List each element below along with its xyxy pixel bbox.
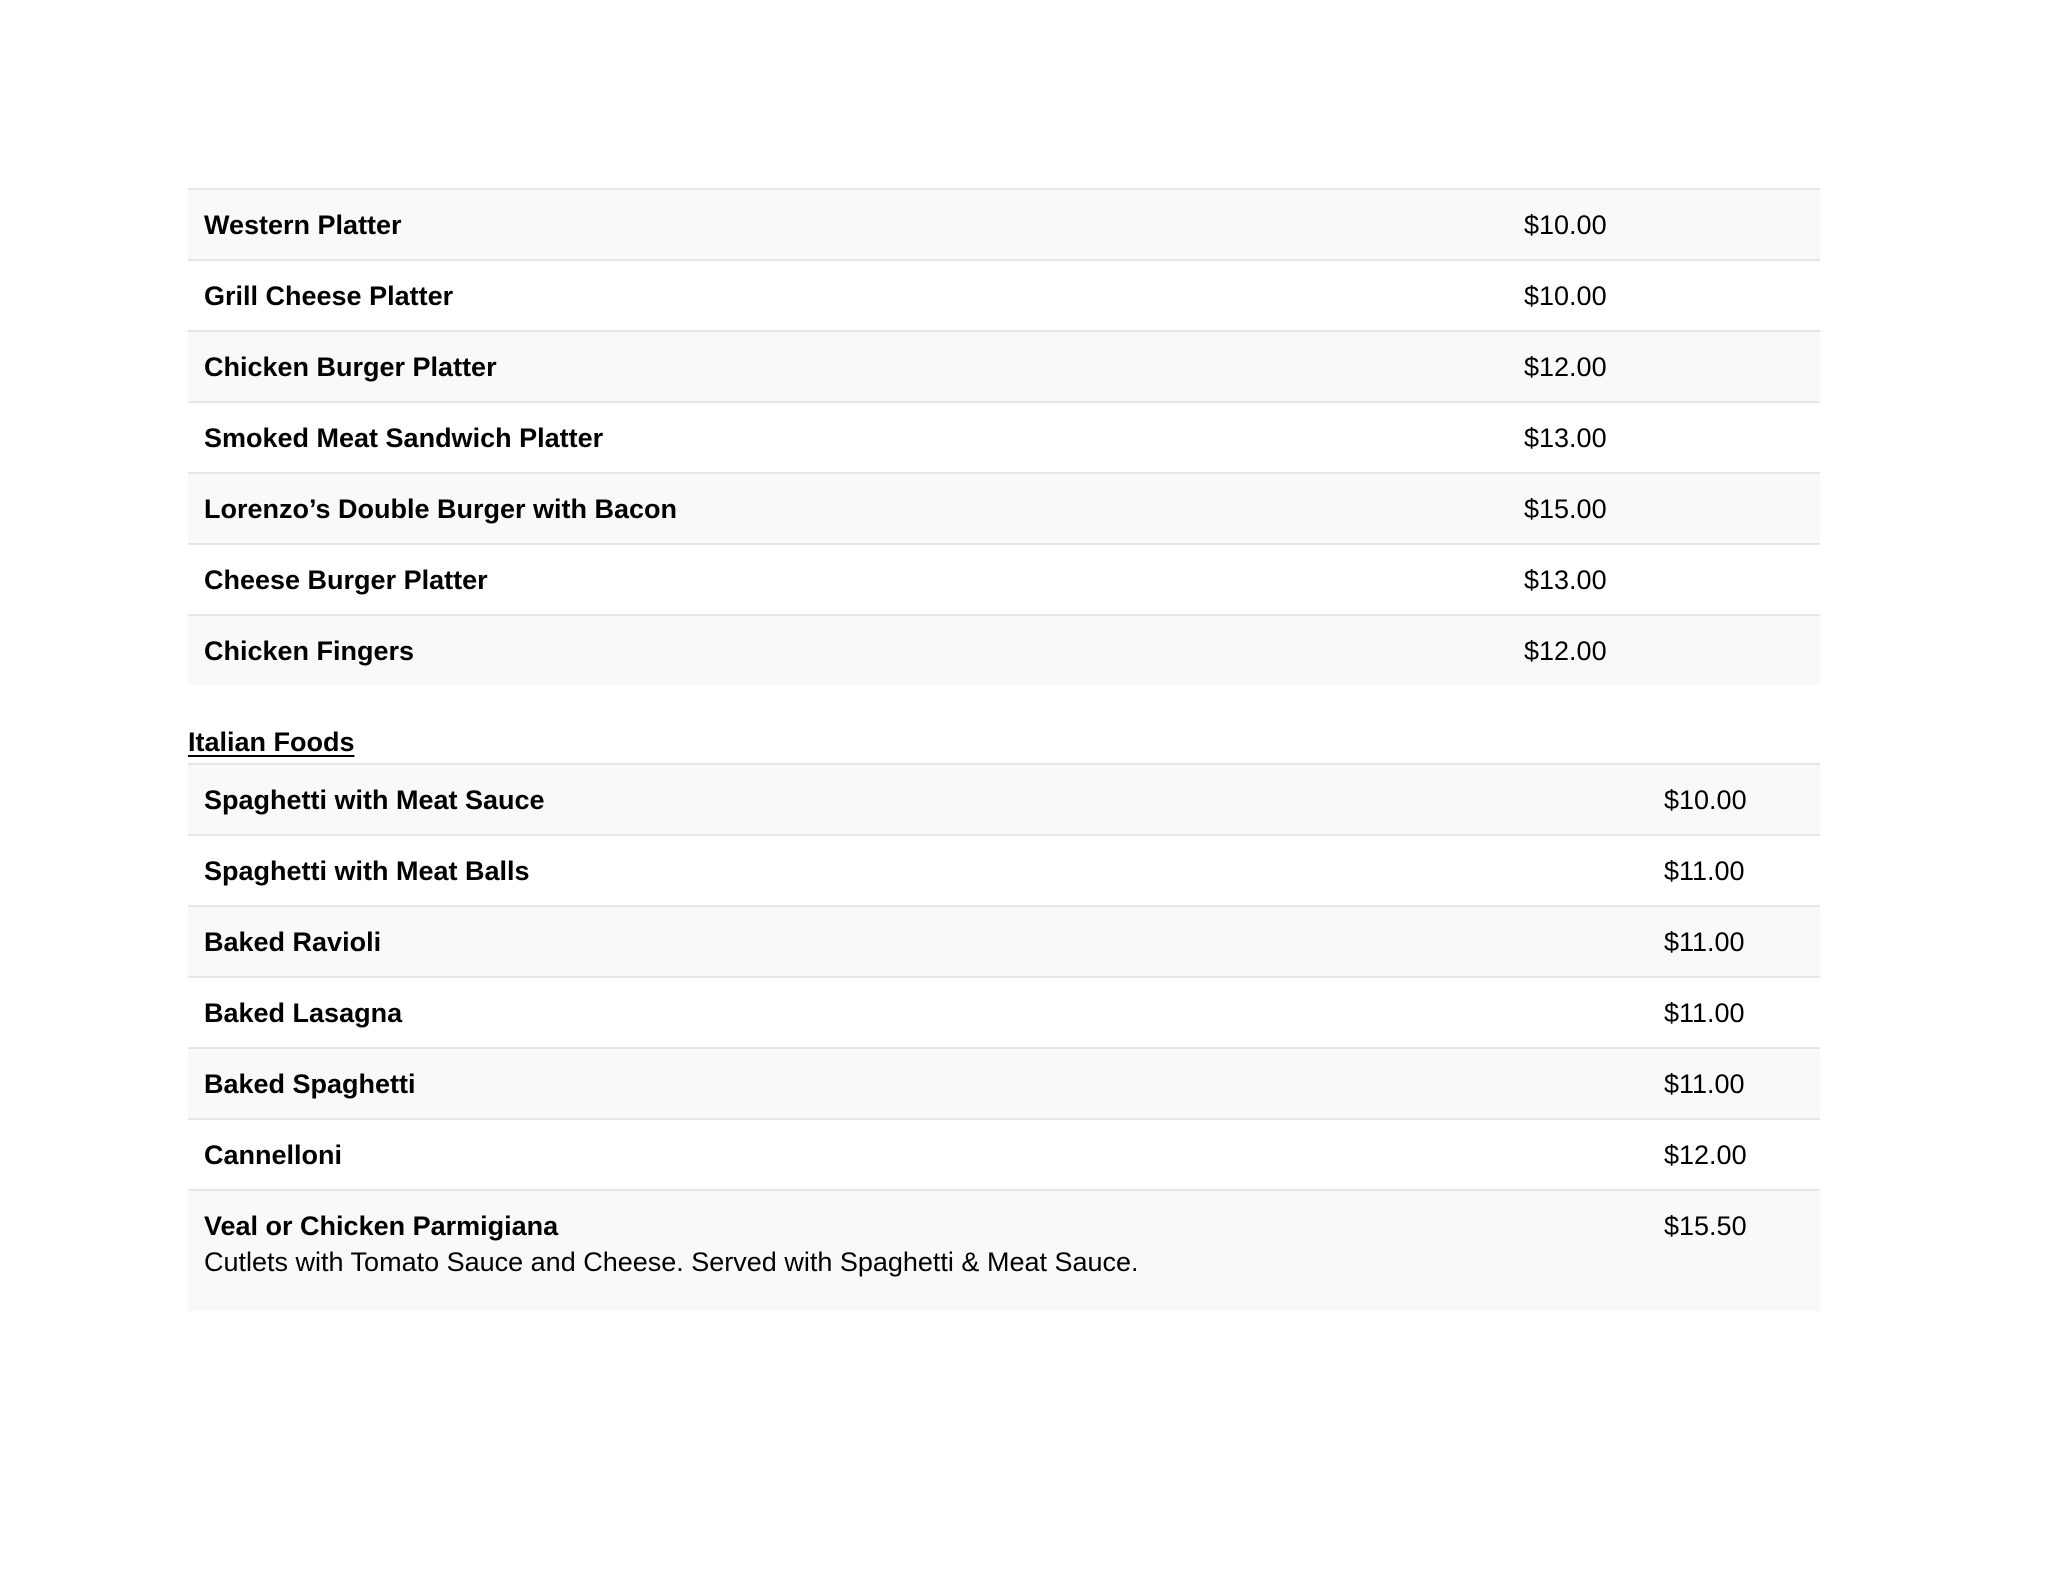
item-name: Chicken Burger Platter <box>204 351 497 382</box>
section-heading: Italian Foods <box>188 727 355 757</box>
item-price: $15.50 <box>1664 1211 1747 1241</box>
menu-row <box>188 906 1820 977</box>
menu-row <box>188 764 1820 835</box>
item-name: Veal or Chicken Parmigiana <box>204 1211 559 1241</box>
platters-table <box>188 188 1820 685</box>
item-name: Western Platter <box>204 209 402 240</box>
item-name: Baked Ravioli <box>204 926 382 957</box>
menu-row <box>188 189 1820 260</box>
menu-row <box>188 835 1820 906</box>
item-price: $12.00 <box>1664 1139 1747 1170</box>
menu-row <box>188 615 1820 685</box>
menu-row <box>188 473 1820 544</box>
item-price: $12.00 <box>1524 351 1607 382</box>
menu-page <box>188 188 1820 1311</box>
item-name: Lorenzo’s Double Burger with Bacon <box>204 493 678 524</box>
item-name: Cheese Burger Platter <box>204 564 488 595</box>
item-name: Cannelloni <box>204 1139 343 1170</box>
item-price: $12.00 <box>1524 635 1607 666</box>
menu-row <box>188 1048 1820 1119</box>
menu-row <box>188 1119 1820 1190</box>
menu-row <box>188 260 1820 331</box>
menu-row <box>188 331 1820 402</box>
item-name: Baked Lasagna <box>204 997 403 1028</box>
item-price: $10.00 <box>1524 280 1607 311</box>
item-price: $10.00 <box>1664 784 1747 815</box>
italian-foods-table <box>188 763 1820 1311</box>
item-name: Smoked Meat Sandwich Platter <box>204 422 604 453</box>
item-price: $15.00 <box>1524 493 1607 524</box>
menu-row <box>188 402 1820 473</box>
item-name: Grill Cheese Platter <box>204 280 454 311</box>
item-price: $11.00 <box>1664 926 1745 957</box>
item-name: Chicken Fingers <box>204 635 415 666</box>
item-price: $13.00 <box>1524 564 1607 595</box>
item-name: Spaghetti with Meat Balls <box>204 855 530 886</box>
item-name: Spaghetti with Meat Sauce <box>204 784 545 815</box>
item-price: $11.00 <box>1664 855 1745 886</box>
item-price: $10.00 <box>1524 209 1607 240</box>
item-price: $11.00 <box>1664 1068 1745 1099</box>
menu-row <box>188 1190 1820 1311</box>
item-price: $13.00 <box>1524 422 1607 453</box>
menu-row <box>188 544 1820 615</box>
item-price: $11.00 <box>1664 997 1745 1028</box>
item-name: Baked Spaghetti <box>204 1068 416 1099</box>
item-description: Cutlets with Tomato Sauce and Cheese. Served with Spaghetti & Meat Sauce. <box>204 1247 1139 1277</box>
menu-row <box>188 977 1820 1048</box>
